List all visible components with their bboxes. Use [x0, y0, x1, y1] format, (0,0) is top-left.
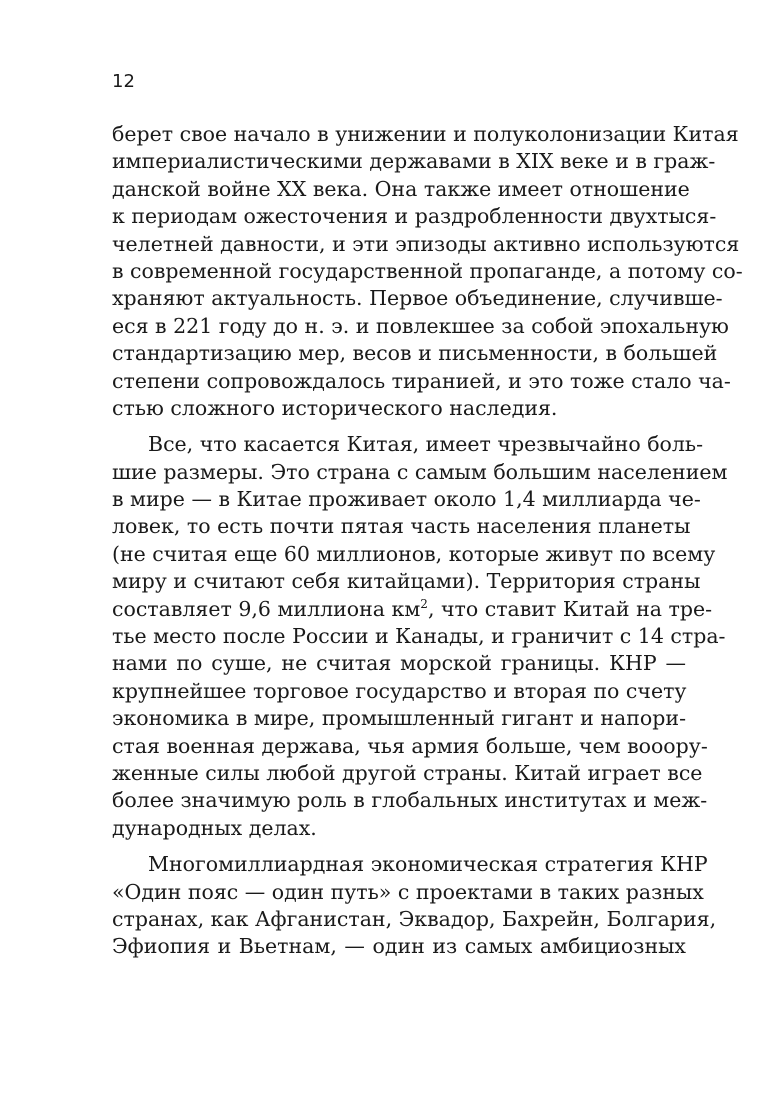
- text-line: Многомиллиардная экономическая стратегия КНР: [148, 852, 708, 877]
- text-line: храняют актуальность. Первое объединение, случивше-: [112, 286, 723, 311]
- text-line: экономика в мире, промышленный гигант и напори-: [112, 706, 686, 731]
- superscript: 2: [420, 596, 428, 611]
- text-line: тье место после России и Канады, и граничит с 14 стра-: [112, 624, 726, 649]
- text-line: женные силы любой другой страны. Китай играет все: [112, 760, 703, 785]
- paragraph-gap: [112, 842, 686, 851]
- text-line: странах, как Афганистан, Эквадор, Бахрейн, Болгария,: [112, 906, 717, 931]
- text-line: данской войне XX века. Она также имеет отношение: [112, 176, 690, 201]
- text-line: в мире — в Китае проживает около 1,4 миллиарда че-: [112, 487, 701, 512]
- line-text-after: , что ставит Китай на тре-: [427, 596, 713, 621]
- text-line: Все, что касается Китая, имеет чрезвычайно боль-: [148, 432, 703, 457]
- text-line: стая военная держава, чья армия больше, чем вооору-: [112, 733, 708, 758]
- text-line: крупнейшее торговое государство и вторая по счету: [112, 678, 687, 703]
- text-line: империалистическими державами в XIX веке и в граж-: [112, 149, 716, 174]
- text-line: более значимую роль в глобальных институтах и меж-: [112, 788, 708, 813]
- text-line: еся в 221 году до н. э. и повлекшее за собой эпохальную: [112, 313, 729, 338]
- text-line: шие размеры. Это страна с самым большим населением: [112, 459, 728, 484]
- paragraph-3: [112, 851, 717, 961]
- text-line: «Один пояс — один путь» с проектами в таких разных: [112, 879, 704, 904]
- text-line: в современной государственной пропаганде, а потому со-: [112, 258, 743, 283]
- page-number: 12: [112, 71, 135, 92]
- line-text-before: составляет 9,6 миллиона км: [112, 596, 421, 621]
- paragraph-gap: [112, 422, 686, 431]
- text-line: степени сопровождалось тиранией, и это тоже стало ча-: [112, 368, 731, 393]
- text-line: миру и считают себя китайцами). Территория страны: [112, 569, 701, 594]
- text-line: стью сложного исторического наследия.: [112, 395, 558, 420]
- body-text: [112, 121, 743, 961]
- text-line: к периодам ожесточения и раздробленности двухтыся-: [112, 204, 717, 229]
- paragraph-1: [112, 121, 743, 422]
- text-line: нами по суше, не считая морской границы. КНР —: [112, 651, 686, 676]
- text-line: стандартизацию мер, весов и письменности, в большей: [112, 341, 718, 366]
- text-line-with-superscript: [112, 596, 713, 623]
- text-line: (не считая еще 60 миллионов, которые живут по всему: [112, 541, 716, 566]
- text-line: челетней давности, и эти эпизоды активно используются: [112, 231, 740, 256]
- text-line: ловек, то есть почти пятая часть населения планеты: [112, 514, 691, 539]
- text-line: берет свое начало в унижении и полуколонизации Китая: [112, 122, 739, 146]
- text-line: дународных делах.: [112, 815, 317, 840]
- paragraph-2: [112, 431, 728, 842]
- text-line: Эфиопия и Вьетнам, — один из самых амбициозных: [112, 934, 686, 959]
